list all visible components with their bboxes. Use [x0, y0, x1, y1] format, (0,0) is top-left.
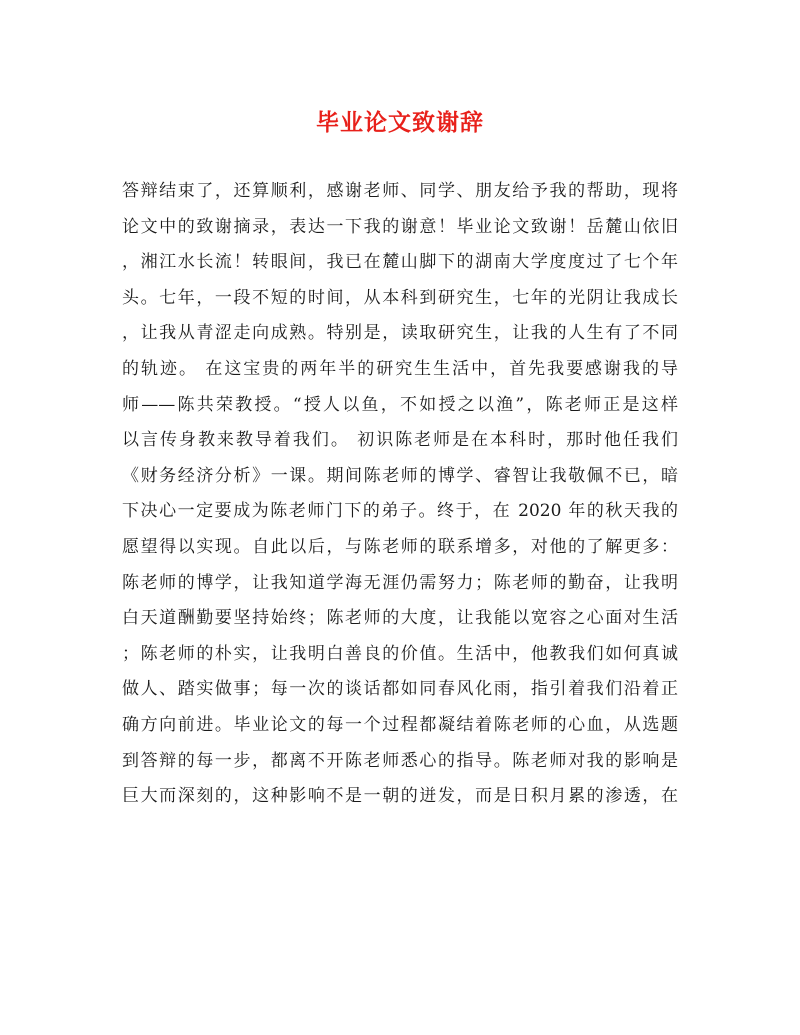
body-line: 巨大而深刻的，这种影响不是一朝的迸发，而是日积月累的渗透，在 — [122, 786, 678, 807]
body-line: 以言传身教来教导着我们。 初识陈老师是在本科时，那时他任我们 — [122, 430, 678, 451]
body-line: 愿望得以实现。自此以后，与陈老师的联系增多，对他的了解更多： — [122, 536, 678, 557]
body-line: 陈老师的博学，让我知道学海无涯仍需努力；陈老师的勤奋，让我明 — [122, 572, 678, 593]
body-line: 《财务经济分析》一课。期间陈老师的博学、睿智让我敬佩不已，暗 — [122, 465, 678, 486]
document-title: 毕业论文致谢辞 — [316, 109, 484, 136]
body-line: ；陈老师的朴实，让我明白善良的价值。生活中，他教我们如何真诚 — [122, 643, 678, 664]
body-line: 确方向前进。毕业论文的每一个过程都凝结着陈老师的心血，从选题 — [122, 714, 678, 735]
body-line: 答辩结束了，还算顺利，感谢老师、同学、朋友给予我的帮助，现将 — [122, 181, 678, 201]
body-line: 论文中的致谢摘录，表达一下我的谢意！毕业论文致谢！岳麓山依旧 — [122, 216, 678, 237]
body-line: 的轨迹。 在这宝贵的两年半的研究生生活中，首先我要感谢我的导 — [122, 358, 678, 379]
document-body — [122, 174, 678, 815]
body-line: 到答辩的每一步，都离不开陈老师悉心的指导。陈老师对我的影响是 — [122, 750, 678, 771]
body-line: ，湘江水长流！转眼间，我已在麓山脚下的湖南大学度度过了七个年 — [122, 252, 678, 273]
body-line: 白天道酬勤要坚持始终；陈老师的大度，让我能以宽容之心面对生活 — [122, 608, 678, 629]
body-line: 下决心一定要成为陈老师门下的弟子。终于，在 2020 年的秋天我的 — [122, 501, 678, 522]
body-line: ，让我从青涩走向成熟。特别是，读取研究生，让我的人生有了不同 — [122, 323, 678, 344]
body-line: 头。七年，一段不短的时间，从本科到研究生，七年的光阴让我成长 — [122, 287, 678, 308]
body-line: 师——陈共荣教授。“授人以鱼，不如授之以渔”，陈老师正是这样 — [122, 394, 678, 415]
body-line: 做人、踏实做事；每一次的谈话都如同春风化雨，指引着我们沿着正 — [122, 679, 678, 700]
